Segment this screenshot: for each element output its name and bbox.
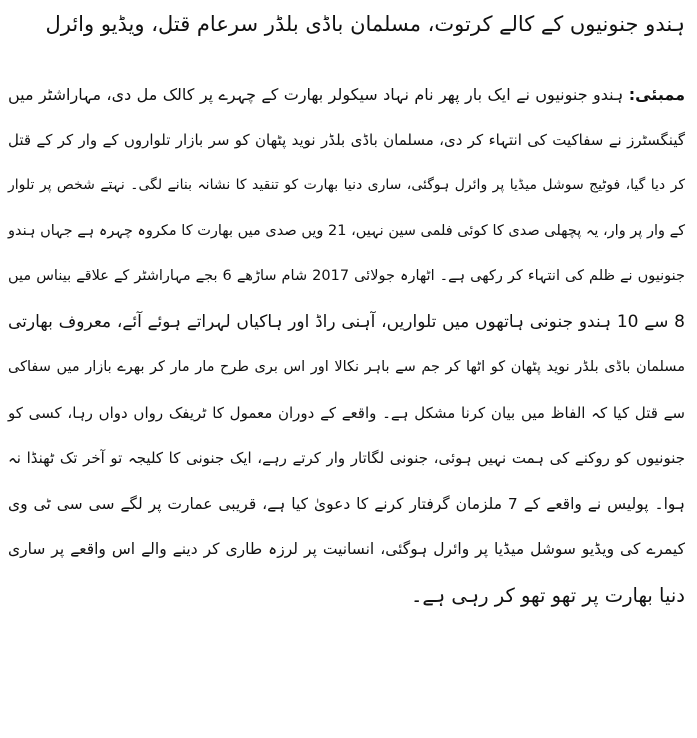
article-line-5: جنونیوں نے ظلم کی انتہاء کر رکھی ہے۔ اٹھارہ جولائی 2017 شام ساڑھے 6 بجے مہاراشٹر کے علاقے بیناس میں (8, 268, 686, 284)
article-line-6: 8 سے 10 ہندو جنونی ہاتھوں میں تلواریں، آہنی راڈ اور ہاکیاں لہراتے ہوئے آئے، معروف بھارتی (8, 311, 685, 332)
article-line-8: سے قتل کیا کہ الفاظ میں بیان کرنا مشکل ہے۔ واقعے کے دوران معمول کا ٹریفک رواں دواں رہا، کسی کو (8, 403, 685, 422)
article-line-3: کر دیا گیا، فوٹیج سوشل میڈیا پر وائرل ہوگئی، ساری دنیا بھارت کو تنقید کا نشانہ بنانے لگی۔ نہتے شخص پر تلوار (8, 177, 685, 193)
article-dateline: ممبئی: (628, 85, 685, 104)
article-line-12: دنیا بھارت پر تھو تھو کر رہی ہے۔ (410, 583, 685, 607)
article-line-1-text: ہندو جنونیوں نے ایک بار پھر نام نہاد سیکولر بھارت کے چہرے پر کالک مل دی، مہاراشٹر میں (8, 85, 629, 104)
article-body (8, 72, 685, 618)
article-line-1 (8, 72, 685, 118)
article-line-9: جنونیوں کو روکنے کی ہمت نہیں ہوئی، جنونی لگاتار وار کرتے رہے، ایک جنونی کا کلیجہ تو آخر تک ٹھنڈا نہ (8, 449, 685, 467)
article-line-4: کے وار پر وار، یہ پچھلی صدی کا کوئی فلمی سین نہیں، 21 ویں صدی میں بھارت کا مکروہ چہرہ ہے جہاں ہندو (8, 222, 686, 239)
article-line-11: کیمرے کی ویڈیو سوشل میڈیا پر وائرل ہوگئی، انسانیت پر لرزہ طاری کر دینے والے اس واقعے پر ساری (8, 540, 685, 558)
article-line-7: مسلمان باڈی بلڈر نوید پٹھان کو اٹھا کر جم سے باہر نکالا اور اس بری طرح مار مار کر بھرے بازار میں سفاکی (8, 359, 685, 375)
article-headline: ہندو جنونیوں کے کالے کرتوت، مسلمان باڈی بلڈر سرعام قتل، ویڈیو وائرل (45, 12, 685, 36)
article-line-10: ہوا۔ پولیس نے واقعے کے 7 ملزمان گرفتار کرنے کا دعویٰ کیا ہے، قریبی عمارت پر لگے سی سی ٹی وی (8, 494, 685, 513)
article-line-2: گینگسٹرز نے سفاکیت کی انتہاء کر دی، مسلمان باڈی بلڈر نوید پٹھان کو سر بازار تلواروں کے وار کر کے قتل (8, 130, 685, 149)
